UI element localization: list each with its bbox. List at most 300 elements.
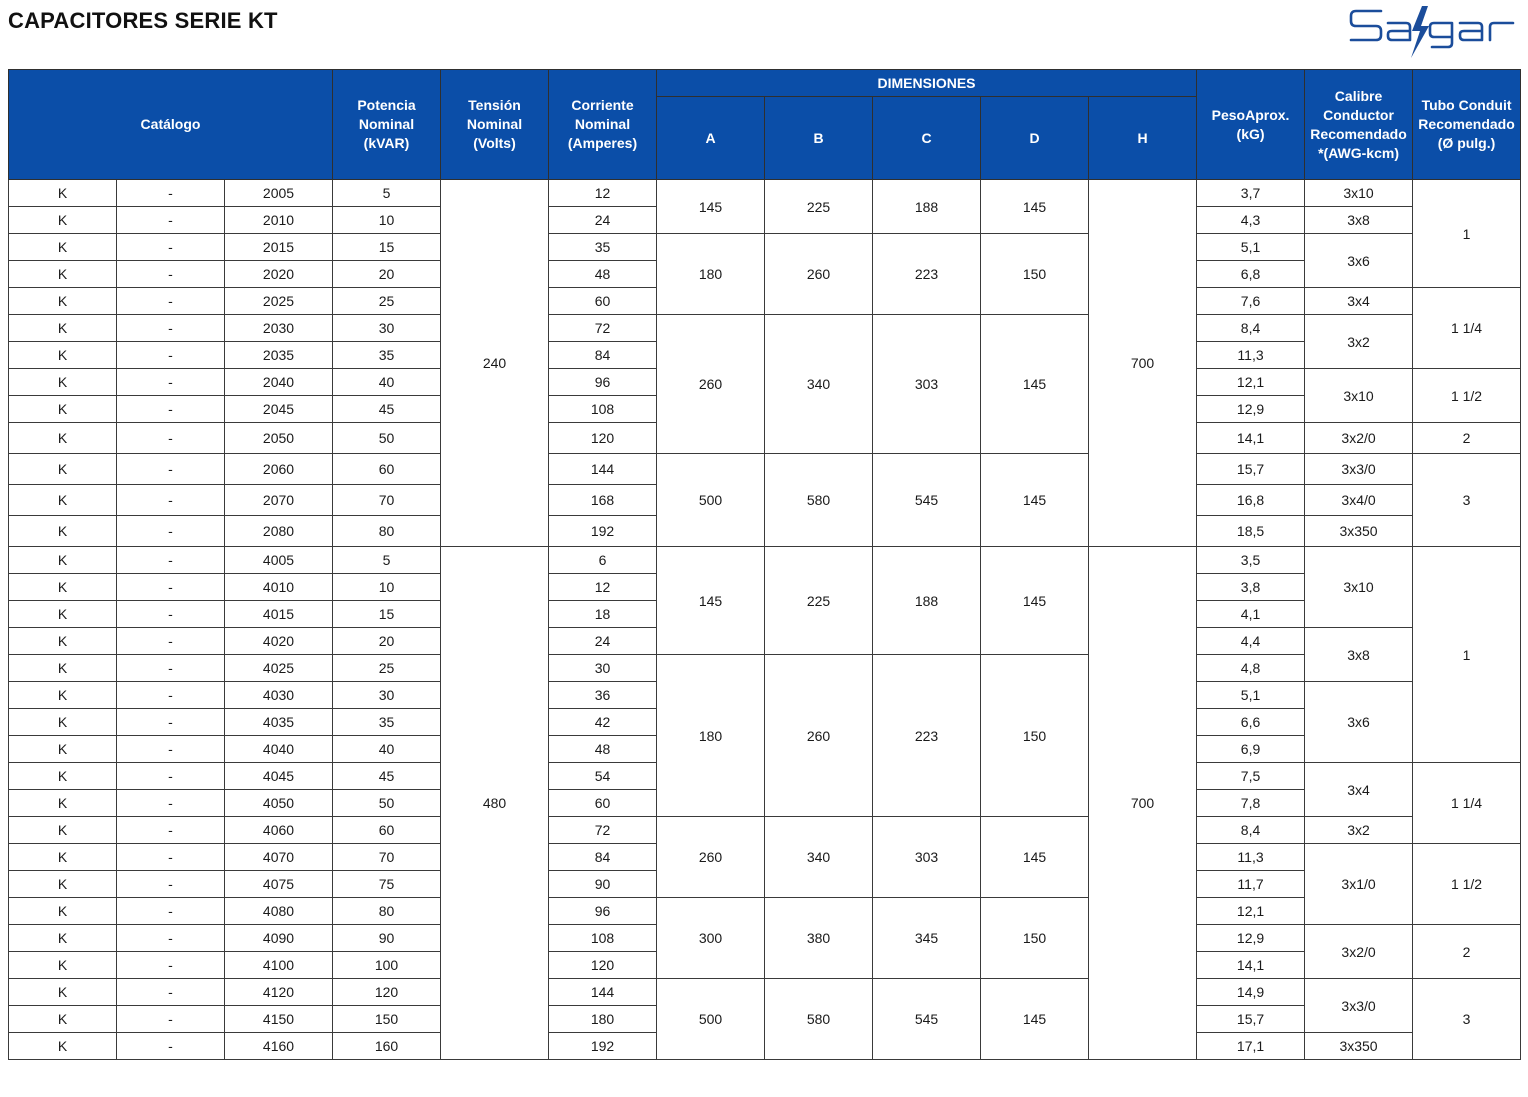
cell-separator: - (117, 423, 225, 454)
cell-catalog-number: 4020 (225, 628, 333, 655)
cell-separator: - (117, 288, 225, 315)
cell-prefix: K (9, 871, 117, 898)
cell-calibre: 3x2/0 (1305, 423, 1413, 454)
cell-separator: - (117, 207, 225, 234)
cell-dim-d: 145 (981, 979, 1089, 1060)
cell-calibre: 3x10 (1305, 369, 1413, 423)
cell-dim-c: 188 (873, 180, 981, 234)
cell-peso: 14,9 (1197, 979, 1305, 1006)
capacitor-table-wrapper (8, 69, 1528, 1060)
cell-dim-a: 180 (657, 234, 765, 315)
cell-prefix: K (9, 342, 117, 369)
cell-calibre: 3x10 (1305, 180, 1413, 207)
cell-calibre: 3x3/0 (1305, 454, 1413, 485)
cell-dim-c: 188 (873, 547, 981, 655)
cell-separator: - (117, 763, 225, 790)
cell-catalog-number: 2005 (225, 180, 333, 207)
cell-catalog-number: 4010 (225, 574, 333, 601)
cell-catalog-number: 2050 (225, 423, 333, 454)
cell-separator: - (117, 369, 225, 396)
cell-peso: 12,9 (1197, 396, 1305, 423)
cell-dim-a: 500 (657, 979, 765, 1060)
cell-catalog-number: 2020 (225, 261, 333, 288)
cell-peso: 4,3 (1197, 207, 1305, 234)
header-corriente-line2: Nominal (574, 116, 631, 132)
cell-potencia: 45 (333, 396, 441, 423)
cell-separator: - (117, 871, 225, 898)
cell-corriente: 42 (549, 709, 657, 736)
cell-corriente: 90 (549, 871, 657, 898)
salgar-logo (1348, 4, 1526, 60)
cell-calibre: 3x6 (1305, 234, 1413, 288)
cell-tubo: 3 (1413, 979, 1521, 1060)
cell-peso: 3,5 (1197, 547, 1305, 574)
cell-corriente: 168 (549, 485, 657, 516)
cell-catalog-number: 4030 (225, 682, 333, 709)
cell-dim-d: 145 (981, 315, 1089, 454)
header-tension-line2: Nominal (466, 116, 523, 132)
cell-catalog-number: 2060 (225, 454, 333, 485)
cell-tubo: 3 (1413, 454, 1521, 547)
cell-peso: 15,7 (1197, 454, 1305, 485)
cell-separator: - (117, 234, 225, 261)
cell-calibre: 3x4/0 (1305, 485, 1413, 516)
cell-potencia: 5 (333, 180, 441, 207)
cell-corriente: 18 (549, 601, 657, 628)
cell-prefix: K (9, 925, 117, 952)
cell-peso: 11,7 (1197, 871, 1305, 898)
header-dim-c: C (873, 97, 981, 180)
cell-potencia: 25 (333, 288, 441, 315)
cell-potencia: 20 (333, 261, 441, 288)
cell-peso: 7,6 (1197, 288, 1305, 315)
cell-corriente: 24 (549, 207, 657, 234)
cell-prefix: K (9, 369, 117, 396)
cell-prefix: K (9, 736, 117, 763)
cell-peso: 4,4 (1197, 628, 1305, 655)
cell-separator: - (117, 898, 225, 925)
cell-prefix: K (9, 1033, 117, 1060)
cell-peso: 8,4 (1197, 817, 1305, 844)
table-row (9, 979, 1528, 1006)
table-body (9, 180, 1528, 1060)
cell-potencia: 80 (333, 516, 441, 547)
cell-calibre: 3x8 (1305, 207, 1413, 234)
cell-corriente: 120 (549, 952, 657, 979)
cell-corriente: 72 (549, 315, 657, 342)
cell-corriente: 108 (549, 925, 657, 952)
cell-peso: 6,6 (1197, 709, 1305, 736)
cell-prefix: K (9, 628, 117, 655)
cell-prefix: K (9, 234, 117, 261)
cell-dim-c: 545 (873, 979, 981, 1060)
cell-peso: 3,7 (1197, 180, 1305, 207)
table-row (9, 454, 1528, 485)
cell-peso: 16,8 (1197, 485, 1305, 516)
cell-dim-c: 345 (873, 898, 981, 979)
cell-potencia: 120 (333, 979, 441, 1006)
cell-separator: - (117, 485, 225, 516)
cell-tension: 480 (441, 547, 549, 1060)
cell-dim-c: 303 (873, 315, 981, 454)
cell-corriente: 48 (549, 261, 657, 288)
cell-catalog-number: 4075 (225, 871, 333, 898)
cell-corriente: 84 (549, 844, 657, 871)
cell-catalog-number: 4050 (225, 790, 333, 817)
cell-tubo: 2 (1413, 925, 1521, 979)
cell-corriente: 144 (549, 979, 657, 1006)
header-peso-line1: PesoAprox. (1211, 106, 1290, 123)
cell-corriente: 54 (549, 763, 657, 790)
cell-potencia: 70 (333, 485, 441, 516)
cell-catalog-number: 4100 (225, 952, 333, 979)
cell-calibre: 3x8 (1305, 628, 1413, 682)
cell-calibre: 3x350 (1305, 516, 1413, 547)
cell-potencia: 100 (333, 952, 441, 979)
cell-separator: - (117, 952, 225, 979)
cell-dim-b: 260 (765, 234, 873, 315)
cell-catalog-number: 4015 (225, 601, 333, 628)
cell-potencia: 45 (333, 763, 441, 790)
cell-corriente: 30 (549, 655, 657, 682)
cell-corriente: 48 (549, 736, 657, 763)
cell-catalog-number: 4090 (225, 925, 333, 952)
cell-potencia: 80 (333, 898, 441, 925)
cell-potencia: 25 (333, 655, 441, 682)
cell-potencia: 60 (333, 817, 441, 844)
cell-separator: - (117, 655, 225, 682)
cell-separator: - (117, 628, 225, 655)
cell-dim-b: 225 (765, 547, 873, 655)
cell-calibre: 3x350 (1305, 1033, 1413, 1060)
cell-separator: - (117, 736, 225, 763)
cell-tubo: 1 1/4 (1413, 288, 1521, 369)
cell-prefix: K (9, 396, 117, 423)
cell-catalog-number: 2045 (225, 396, 333, 423)
cell-corriente: 12 (549, 180, 657, 207)
cell-dim-d: 150 (981, 234, 1089, 315)
cell-tubo: 2 (1413, 423, 1521, 454)
cell-catalog-number: 4080 (225, 898, 333, 925)
cell-prefix: K (9, 516, 117, 547)
cell-corriente: 6 (549, 547, 657, 574)
cell-catalog-number: 4120 (225, 979, 333, 1006)
cell-dim-b: 580 (765, 979, 873, 1060)
cell-prefix: K (9, 655, 117, 682)
table-row (9, 898, 1528, 925)
cell-prefix: K (9, 682, 117, 709)
cell-prefix: K (9, 979, 117, 1006)
cell-corriente: 60 (549, 288, 657, 315)
cell-dim-h: 700 (1089, 180, 1197, 547)
cell-catalog-number: 4040 (225, 736, 333, 763)
cell-prefix: K (9, 952, 117, 979)
cell-separator: - (117, 790, 225, 817)
header-dim-b: B (765, 97, 873, 180)
cell-separator: - (117, 682, 225, 709)
cell-calibre: 3x6 (1305, 682, 1413, 763)
cell-catalog-number: 2015 (225, 234, 333, 261)
cell-peso: 12,1 (1197, 369, 1305, 396)
table-row (9, 817, 1528, 844)
cell-separator: - (117, 979, 225, 1006)
cell-catalog-number: 4070 (225, 844, 333, 871)
cell-dim-d: 150 (981, 898, 1089, 979)
cell-dim-c: 545 (873, 454, 981, 547)
cell-dim-a: 260 (657, 315, 765, 454)
header-calibre-line1: Calibre (1334, 87, 1383, 104)
header-potencia-line1: Potencia (357, 97, 416, 113)
cell-calibre: 3x2/0 (1305, 925, 1413, 979)
cell-catalog-number: 2040 (225, 369, 333, 396)
cell-calibre: 3x3/0 (1305, 979, 1413, 1033)
cell-corriente: 60 (549, 790, 657, 817)
cell-peso: 6,9 (1197, 736, 1305, 763)
cell-calibre: 3x10 (1305, 547, 1413, 628)
cell-catalog-number: 4035 (225, 709, 333, 736)
cell-prefix: K (9, 547, 117, 574)
cell-prefix: K (9, 485, 117, 516)
cell-calibre: 3x4 (1305, 288, 1413, 315)
cell-corriente: 36 (549, 682, 657, 709)
cell-peso: 12,9 (1197, 925, 1305, 952)
cell-calibre: 3x2 (1305, 315, 1413, 369)
cell-potencia: 30 (333, 682, 441, 709)
table-row (9, 234, 1528, 261)
cell-dim-c: 223 (873, 234, 981, 315)
header-tension-line1: Tensión (468, 97, 521, 113)
cell-tubo: 1 (1413, 180, 1521, 288)
cell-prefix: K (9, 574, 117, 601)
cell-peso: 4,1 (1197, 601, 1305, 628)
cell-dim-a: 180 (657, 655, 765, 817)
cell-dim-a: 145 (657, 547, 765, 655)
cell-catalog-number: 4005 (225, 547, 333, 574)
cell-prefix: K (9, 207, 117, 234)
cell-potencia: 15 (333, 601, 441, 628)
table-row (9, 547, 1528, 574)
header-tubo (1413, 70, 1521, 180)
cell-catalog-number: 4160 (225, 1033, 333, 1060)
header-catalogo: Catálogo (9, 70, 333, 180)
cell-separator: - (117, 844, 225, 871)
cell-peso: 11,3 (1197, 342, 1305, 369)
cell-calibre: 3x1/0 (1305, 844, 1413, 925)
header-calibre-line2: Conductor (1323, 106, 1394, 123)
cell-prefix: K (9, 709, 117, 736)
cell-peso: 14,1 (1197, 952, 1305, 979)
cell-potencia: 160 (333, 1033, 441, 1060)
header-calibre (1305, 70, 1413, 180)
cell-dim-d: 145 (981, 547, 1089, 655)
cell-prefix: K (9, 261, 117, 288)
cell-corriente: 84 (549, 342, 657, 369)
cell-tubo: 1 1/2 (1413, 844, 1521, 925)
cell-peso: 11,3 (1197, 844, 1305, 871)
header-tubo-line3: (Ø pulg.) (1437, 135, 1496, 151)
cell-dim-d: 145 (981, 817, 1089, 898)
cell-dim-b: 580 (765, 454, 873, 547)
cell-potencia: 150 (333, 1006, 441, 1033)
cell-peso: 18,5 (1197, 516, 1305, 547)
cell-dim-d: 150 (981, 655, 1089, 817)
cell-separator: - (117, 601, 225, 628)
cell-potencia: 35 (333, 709, 441, 736)
cell-tubo: 1 1/2 (1413, 369, 1521, 423)
cell-catalog-number: 2035 (225, 342, 333, 369)
cell-prefix: K (9, 288, 117, 315)
cell-corriente: 192 (549, 1033, 657, 1060)
header-calibre-line3: Recomendado (1310, 125, 1407, 142)
cell-catalog-number: 4150 (225, 1006, 333, 1033)
cell-peso: 5,1 (1197, 682, 1305, 709)
cell-potencia: 50 (333, 790, 441, 817)
cell-peso: 15,7 (1197, 1006, 1305, 1033)
cell-peso: 7,5 (1197, 763, 1305, 790)
cell-separator: - (117, 547, 225, 574)
cell-potencia: 75 (333, 871, 441, 898)
cell-potencia: 40 (333, 736, 441, 763)
table-header (9, 70, 1528, 180)
cell-peso: 17,1 (1197, 1033, 1305, 1060)
header-potencia-line2: Nominal (358, 116, 415, 132)
cell-separator: - (117, 817, 225, 844)
page-title: CAPACITORES SERIE KT (8, 8, 278, 33)
cell-potencia: 60 (333, 454, 441, 485)
cell-catalog-number: 2080 (225, 516, 333, 547)
header-corriente (549, 70, 657, 180)
cell-corriente: 96 (549, 898, 657, 925)
cell-potencia: 15 (333, 234, 441, 261)
cell-prefix: K (9, 1006, 117, 1033)
cell-separator: - (117, 709, 225, 736)
cell-tubo: 1 (1413, 547, 1521, 763)
cell-corriente: 72 (549, 817, 657, 844)
cell-catalog-number: 2010 (225, 207, 333, 234)
cell-prefix: K (9, 315, 117, 342)
cell-dim-h: 700 (1089, 547, 1197, 1060)
header-dim-d: D (981, 97, 1089, 180)
header-dim-h: H (1089, 97, 1197, 180)
header-peso (1197, 70, 1305, 180)
header-tubo-line1: Tubo Conduit (1421, 97, 1512, 113)
cell-corriente: 192 (549, 516, 657, 547)
cell-dim-a: 260 (657, 817, 765, 898)
cell-prefix: K (9, 898, 117, 925)
cell-catalog-number: 2025 (225, 288, 333, 315)
cell-calibre: 3x4 (1305, 763, 1413, 817)
header-dim-a: A (657, 97, 765, 180)
cell-dim-c: 303 (873, 817, 981, 898)
cell-prefix: K (9, 423, 117, 454)
cell-separator: - (117, 180, 225, 207)
header-tubo-line2: Recomendado (1418, 116, 1515, 132)
cell-separator: - (117, 574, 225, 601)
cell-peso: 6,8 (1197, 261, 1305, 288)
header-corriente-line1: Corriente (571, 97, 634, 113)
header-corriente-line3: (Amperes) (567, 135, 638, 151)
cell-dim-d: 145 (981, 454, 1089, 547)
cell-potencia: 40 (333, 369, 441, 396)
cell-corriente: 12 (549, 574, 657, 601)
cell-potencia: 5 (333, 547, 441, 574)
cell-dim-b: 340 (765, 315, 873, 454)
cell-potencia: 70 (333, 844, 441, 871)
table-row (9, 180, 1528, 207)
cell-peso: 7,8 (1197, 790, 1305, 817)
table-row (9, 655, 1528, 682)
cell-dim-b: 225 (765, 180, 873, 234)
table-row (9, 315, 1528, 342)
cell-dim-a: 500 (657, 454, 765, 547)
cell-separator: - (117, 315, 225, 342)
cell-dim-b: 260 (765, 655, 873, 817)
cell-prefix: K (9, 790, 117, 817)
cell-catalog-number: 4060 (225, 817, 333, 844)
cell-prefix: K (9, 454, 117, 485)
cell-dim-b: 340 (765, 817, 873, 898)
cell-prefix: K (9, 844, 117, 871)
cell-corriente: 35 (549, 234, 657, 261)
cell-separator: - (117, 454, 225, 485)
cell-dim-b: 380 (765, 898, 873, 979)
cell-catalog-number: 2030 (225, 315, 333, 342)
cell-separator: - (117, 925, 225, 952)
header-tension (441, 70, 549, 180)
cell-corriente: 108 (549, 396, 657, 423)
cell-prefix: K (9, 180, 117, 207)
cell-peso: 4,8 (1197, 655, 1305, 682)
cell-potencia: 10 (333, 574, 441, 601)
cell-tubo: 1 1/4 (1413, 763, 1521, 844)
cell-corriente: 180 (549, 1006, 657, 1033)
cell-peso: 8,4 (1197, 315, 1305, 342)
cell-dim-a: 145 (657, 180, 765, 234)
cell-prefix: K (9, 817, 117, 844)
cell-prefix: K (9, 763, 117, 790)
cell-dim-a: 300 (657, 898, 765, 979)
cell-peso: 14,1 (1197, 423, 1305, 454)
header-calibre-line4: *(AWG-kcm) (1318, 144, 1399, 161)
header-dimensiones: DIMENSIONES (657, 70, 1197, 97)
cell-dim-d: 145 (981, 180, 1089, 234)
cell-catalog-number: 2070 (225, 485, 333, 516)
cell-peso: 3,8 (1197, 574, 1305, 601)
header-peso-line2: (kG) (1236, 125, 1265, 142)
cell-separator: - (117, 1033, 225, 1060)
header-potencia (333, 70, 441, 180)
cell-corriente: 144 (549, 454, 657, 485)
cell-potencia: 20 (333, 628, 441, 655)
cell-potencia: 50 (333, 423, 441, 454)
cell-catalog-number: 4025 (225, 655, 333, 682)
header-potencia-line3: (kVAR) (363, 135, 410, 151)
cell-separator: - (117, 516, 225, 547)
cell-prefix: K (9, 601, 117, 628)
cell-potencia: 30 (333, 315, 441, 342)
cell-corriente: 120 (549, 423, 657, 454)
cell-corriente: 24 (549, 628, 657, 655)
cell-potencia: 10 (333, 207, 441, 234)
cell-tension: 240 (441, 180, 549, 547)
cell-calibre: 3x2 (1305, 817, 1413, 844)
capacitor-spec-table (8, 69, 1528, 1060)
cell-separator: - (117, 342, 225, 369)
cell-peso: 5,1 (1197, 234, 1305, 261)
header-tension-line3: (Volts) (473, 135, 516, 151)
cell-dim-c: 223 (873, 655, 981, 817)
cell-separator: - (117, 396, 225, 423)
